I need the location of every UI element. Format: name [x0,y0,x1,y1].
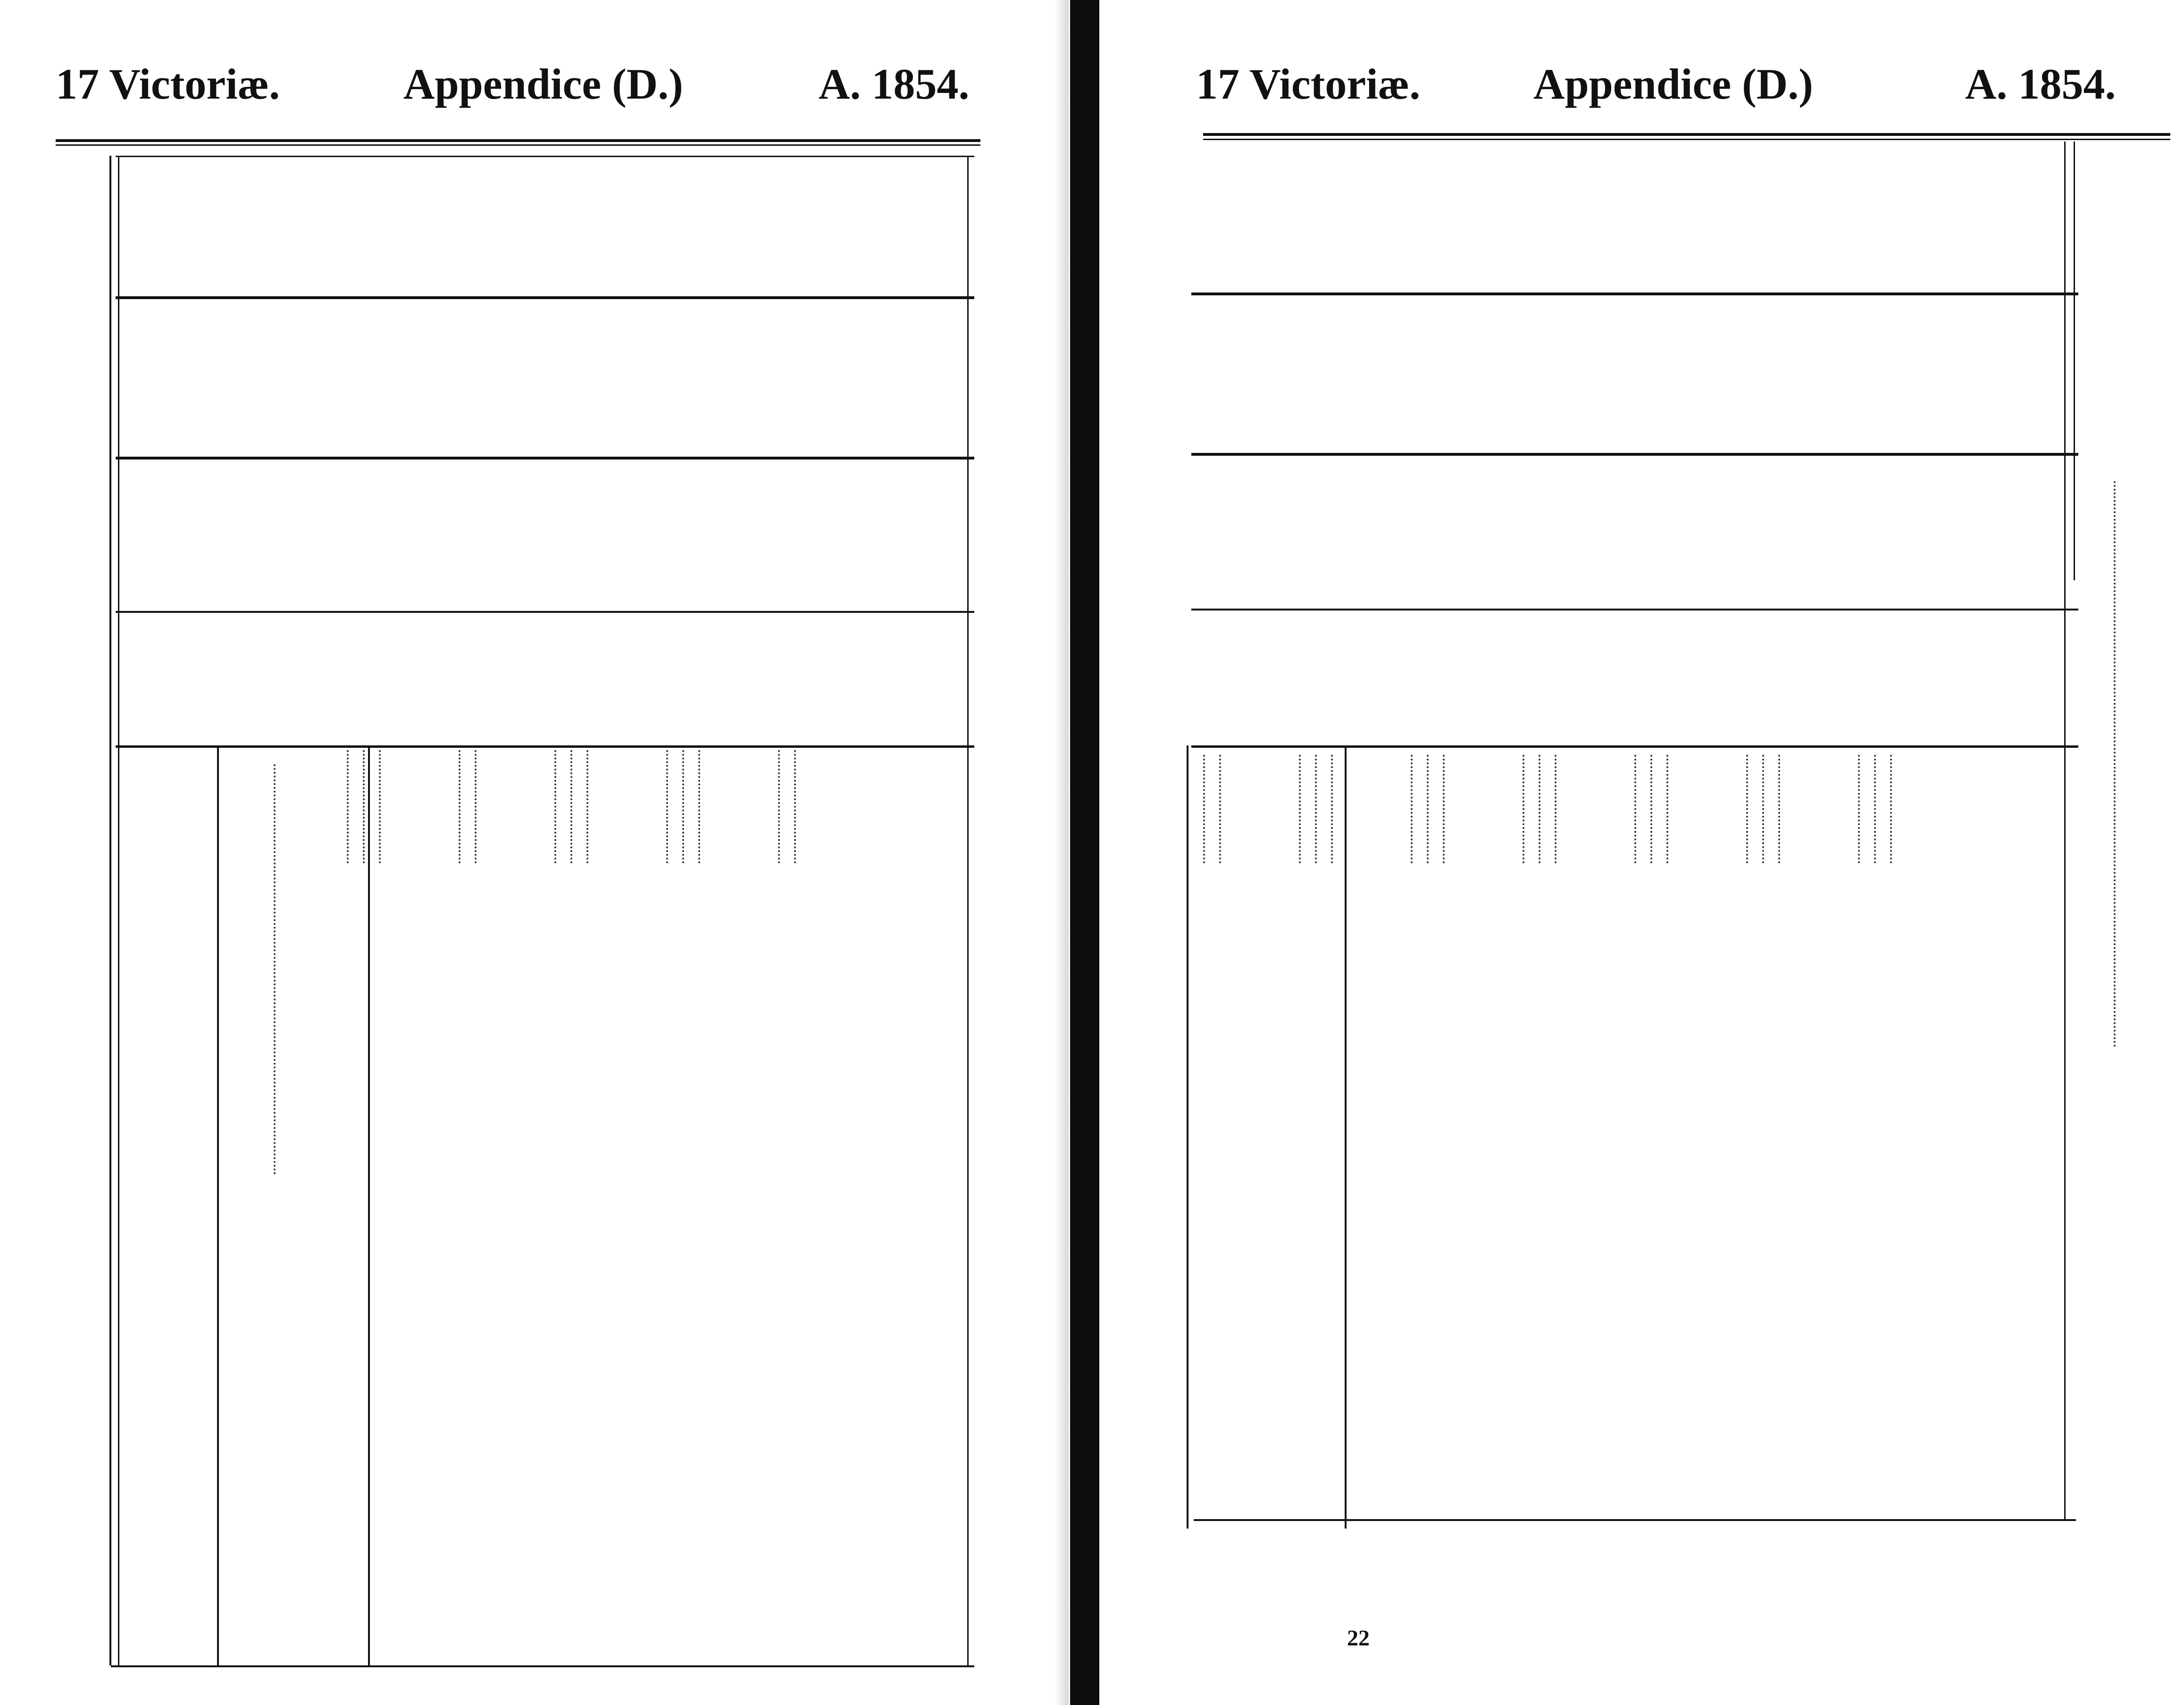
left-page [0,0,1057,1705]
leader-dots [1778,755,1782,863]
leader-dots [1411,755,1414,863]
leader-dots [1299,755,1303,863]
leader-dots [1427,755,1431,863]
total-right-rule [2074,142,2075,580]
top-rule [56,139,980,142]
year-header: A. 1854. [1965,60,2116,108]
leader-dots [363,750,367,863]
amount-rule [1191,453,2078,456]
courant-rule [1191,293,2078,295]
leader-dots [1331,755,1335,863]
leader-dots [379,750,383,863]
leader-dots [1555,755,1558,863]
leader-dots [570,750,574,863]
pre-amount-rule [116,611,974,613]
leader-dots [666,750,670,863]
appendix-header: Appendice (D.) [1533,60,1813,108]
payee-col-rule [217,745,219,1665]
total-rule [116,156,974,157]
session-header: 17 Victoriæ. [1196,60,1421,108]
leader-dots [2114,481,2117,1047]
service-col-rule [1187,745,1188,1529]
leader-dots [1858,755,1862,863]
amount-rule [116,457,974,460]
leader-dots [698,750,702,863]
book-gutter [1070,0,1099,1705]
leader-dots [1874,755,1878,863]
payee-col-rule [1345,745,1347,1529]
leader-dots [554,750,558,863]
bottom-rule [111,1665,974,1667]
courant-rule [116,296,974,299]
bottom-rule [1194,1519,2076,1521]
year-header: A. 1854. [819,60,970,108]
service-col-rule [368,745,370,1665]
leader-dots [778,750,782,863]
leader-dots [459,750,462,863]
pre-amount-rule [1191,609,2078,610]
leader-dots [1746,755,1750,863]
service-header-rule [116,745,974,748]
session-header: 17 Victoriæ. [56,60,280,108]
top-rule-thin [56,144,980,146]
appendix-header: Appendice (D.) [403,60,683,108]
leader-dots [1315,755,1319,863]
top-rule-thin [1203,139,2170,140]
leader-dots [347,750,351,863]
leader-dots [1203,755,1207,863]
leader-dots [1539,755,1542,863]
top-rule [1203,133,2170,136]
right-page [1102,0,2184,1705]
authority-rule [109,156,111,1665]
page-number: 22 [1347,1626,1370,1651]
leader-dots [1650,755,1654,863]
leader-dots [475,750,478,863]
leader-dots [1666,755,1670,863]
leader-dots [1634,755,1638,863]
leader-dots [586,750,590,863]
leader-dots [794,750,798,863]
right-edge-rule [2064,142,2066,1519]
leader-dots [1443,755,1447,863]
leader-dots [1890,755,1894,863]
leader-dots [274,764,277,1175]
leader-dots [1523,755,1526,863]
leader-dots [1219,755,1223,863]
header-rule [967,156,969,1665]
table-rule [118,156,119,1665]
leader-dots [1762,755,1766,863]
leader-dots [682,750,686,863]
service-rule [1191,745,2078,748]
